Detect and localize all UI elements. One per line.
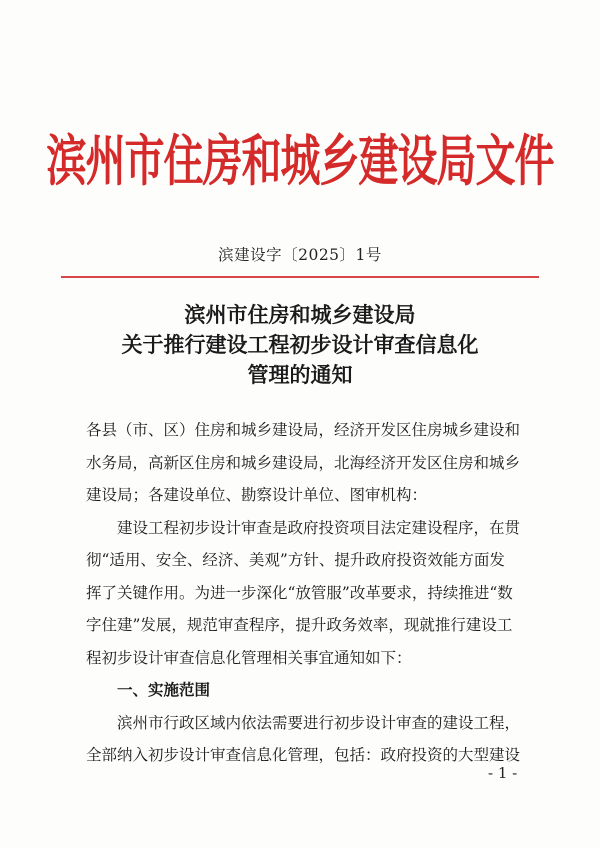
body-line: 建设工程初步设计审查是政府投资项目法定建设程序，在贯: [117, 518, 521, 537]
page-number: - 1 -: [488, 764, 518, 782]
section-heading: 一、实施范围: [117, 680, 211, 699]
notice-body: [86, 414, 526, 772]
body-line: 字住建”发展，规范审查程序，提升政务效率，现就推行建设工: [86, 616, 513, 634]
notice-title-line-3: 管理的通知: [247, 362, 353, 387]
body-line: 滨州市行政区域内依法需要进行初步设计审查的建设工程，: [117, 713, 521, 732]
notice-title-line-1: 滨州市住房和城乡建设局: [184, 302, 416, 327]
document-number: 滨建设字〔2025〕1号: [218, 246, 382, 264]
notice-title-line-2: 关于推行建设工程初步设计审查信息化: [121, 332, 479, 357]
header-divider: [61, 276, 539, 278]
body-line: 彻“适用、安全、经济、美观”方针、提升政府投资效能方面发: [86, 551, 505, 569]
body-line: 各县（市、区）住房和城乡建设局，经济开发区住房城乡建设和: [86, 421, 521, 439]
body-line: 程初步设计审查信息化管理相关事宜通知如下：: [86, 648, 412, 667]
body-line: 挥了关键作用。为进一步深化“放管服”改革要求，持续推进“数: [86, 583, 513, 602]
document-header-title: 滨州市住房和城乡建设局文件: [46, 129, 554, 194]
notice-title: [0, 300, 600, 390]
body-line: 水务局，高新区住房和城乡建设局，北海经济开发区住房和城乡: [86, 453, 521, 472]
body-line: 全部纳入初步设计审查信息化管理，包括：政府投资的大型建设: [86, 746, 521, 764]
body-line: 建设局；各建设单位、勘察设计单位、图审机构：: [86, 486, 428, 504]
